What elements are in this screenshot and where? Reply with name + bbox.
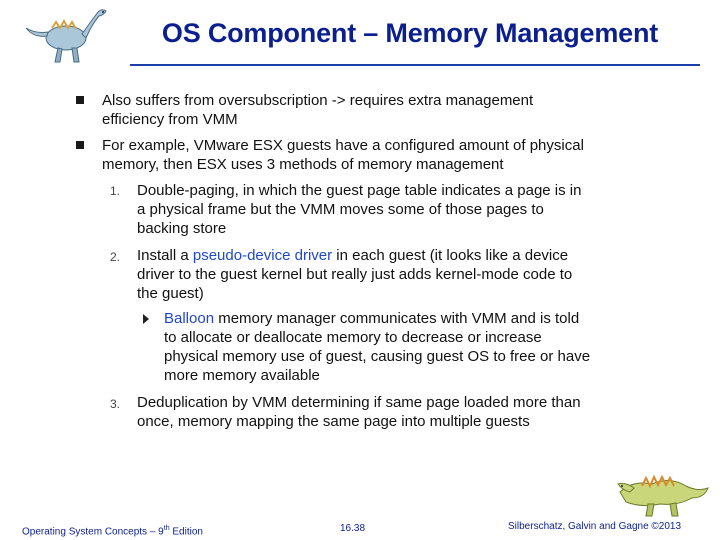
text-line: to allocate or deallocate memory to decrease or increase	[164, 329, 542, 346]
text-line: driver to the guest kernel but really just adds kernel-mode code to	[137, 266, 573, 283]
text-run: Install a	[137, 247, 193, 264]
text-line: backing store	[137, 220, 227, 237]
text-line: a physical frame but the VMM moves some of those pages to	[137, 201, 544, 218]
text-line: Also suffers from oversubscription -> requires extra management	[102, 92, 534, 109]
dinosaur-logo-icon	[612, 462, 712, 518]
text-run: memory manager communicates with VMM and is told	[214, 310, 580, 327]
title-divider	[130, 64, 700, 66]
highlight-term: Balloon	[164, 310, 215, 327]
footer-superscript: th	[163, 525, 170, 532]
item-number: 2.	[110, 250, 121, 264]
bullet-2-text	[102, 136, 662, 174]
text-line: more memory available	[164, 367, 320, 384]
text-line	[137, 246, 657, 265]
text-line	[164, 309, 664, 328]
highlight-term: pseudo-device driver	[192, 247, 333, 264]
text-line: For example, VMware ESX guests have a configured amount of physical	[102, 137, 584, 154]
text-line: efficiency from VMM	[102, 111, 238, 128]
slide-title: OS Component – Memory Management	[161, 18, 659, 48]
sub-bullet-text	[164, 309, 664, 385]
text-line: physical memory use of guest, causing guest OS to free or have	[164, 348, 591, 365]
item-1-text	[137, 181, 657, 238]
item-3-text	[137, 393, 657, 431]
item-number: 3.	[110, 397, 121, 411]
triangle-bullet-icon	[143, 314, 149, 324]
text-run: in each guest (it looks like a device	[332, 247, 569, 264]
footer-text: Edition	[169, 526, 203, 538]
text-line: once, memory mapping the same page into multiple guests	[137, 413, 530, 430]
footer-book-title	[22, 525, 203, 537]
footer-copyright: Silberschatz, Galvin and Gagne ©2013	[508, 521, 682, 532]
item-number: 1.	[110, 184, 121, 198]
footer-text: Operating System Concepts – 9	[22, 526, 164, 538]
footer-page-number: 16.38	[340, 523, 366, 534]
text-line: memory, then ESX uses 3 methods of memory management	[102, 156, 504, 173]
dinosaur-logo-icon	[22, 4, 114, 66]
bullet-1-text	[102, 91, 642, 129]
square-bullet-icon	[76, 141, 84, 149]
text-line: Double-paging, in which the guest page table indicates a page is in	[137, 182, 582, 199]
square-bullet-icon	[76, 96, 84, 104]
text-line: the guest)	[137, 285, 204, 302]
text-line: Deduplication by VMM determining if same page loaded more than	[137, 394, 581, 411]
item-2-text	[137, 246, 657, 303]
